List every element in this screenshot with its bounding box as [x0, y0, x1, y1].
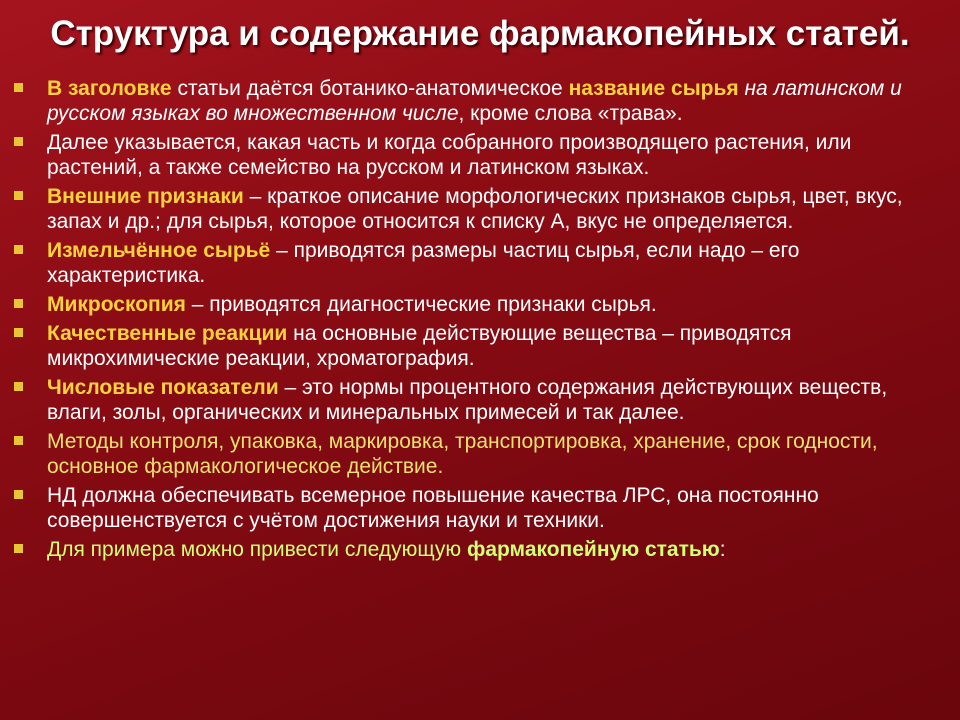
- item-text: статьи даётся ботанико-анатомическое: [171, 77, 569, 100]
- item-text: – приводятся размеры частиц сырья, если надо – его характеристика.: [47, 239, 800, 287]
- list-item: [14, 238, 948, 288]
- list-item: [14, 184, 948, 234]
- square-bullet-icon: [14, 490, 23, 499]
- bullet-list: [14, 76, 948, 566]
- item-text-tail: , кроме слова «трава».: [458, 102, 683, 125]
- item-text: НД должна обеспечивать всемерное повышение качества ЛРС, она постоянно совершенствуется с учётом достижения науки и техники.: [47, 484, 819, 532]
- item-highlight: Внешние признаки: [47, 185, 244, 208]
- square-bullet-icon: [14, 191, 23, 200]
- square-bullet-icon: [14, 436, 23, 445]
- list-item: [14, 292, 948, 317]
- list-item: [14, 375, 948, 425]
- square-bullet-icon: [14, 328, 23, 337]
- list-item: [14, 130, 948, 180]
- item-text: Для примера можно привести следующую: [47, 538, 467, 561]
- item-text: на основные действующие вещества – приводятся микрохимические реакции, хроматография.: [47, 322, 792, 370]
- item-highlight: Измельчённое сырьё: [47, 239, 271, 262]
- list-item: [14, 321, 948, 371]
- item-text: Далее указывается, какая часть и когда собранного производящего растения, или растений, а также семейство на русском и латинском языках.: [47, 131, 852, 179]
- item-highlight: В заголовке: [47, 77, 172, 100]
- square-bullet-icon: [14, 137, 23, 146]
- list-item: [14, 537, 948, 562]
- list-item: [14, 76, 948, 126]
- square-bullet-icon: [14, 382, 23, 391]
- item-text-tail: :: [719, 538, 726, 561]
- item-highlight: Микроскопия: [47, 293, 186, 316]
- list-item: [14, 429, 948, 479]
- slide-title: Структура и содержание фармакопейных статей.: [50, 14, 910, 53]
- item-italic-text: на латинском и русском языках во множественном числе: [47, 77, 902, 125]
- item-highlight: Качественные реакции: [47, 322, 288, 345]
- item-highlight: фармакопейную статью: [466, 538, 720, 561]
- item-highlight-secondary: название сырья: [568, 77, 739, 100]
- square-bullet-icon: [14, 83, 23, 92]
- square-bullet-icon: [14, 299, 23, 308]
- square-bullet-icon: [14, 245, 23, 254]
- item-highlight: Числовые показатели: [47, 376, 279, 399]
- item-text: – приводятся диагностические признаки сырья.: [185, 293, 657, 316]
- item-text: – краткое описание морфологических признаков сырья, цвет, вкус, запах и др.; для сырья, которое относится к списку А, вкус не определяется.: [47, 185, 903, 233]
- square-bullet-icon: [14, 544, 23, 553]
- list-item: [14, 483, 948, 533]
- item-text: Методы контроля, упаковка, маркировка, транспортировка, хранение, срок годности, основное фармакологическое действие.: [47, 430, 878, 478]
- item-text: – это нормы процентного содержания действующих веществ, влаги, золы, органических и минеральных примесей и так далее.: [47, 376, 888, 424]
